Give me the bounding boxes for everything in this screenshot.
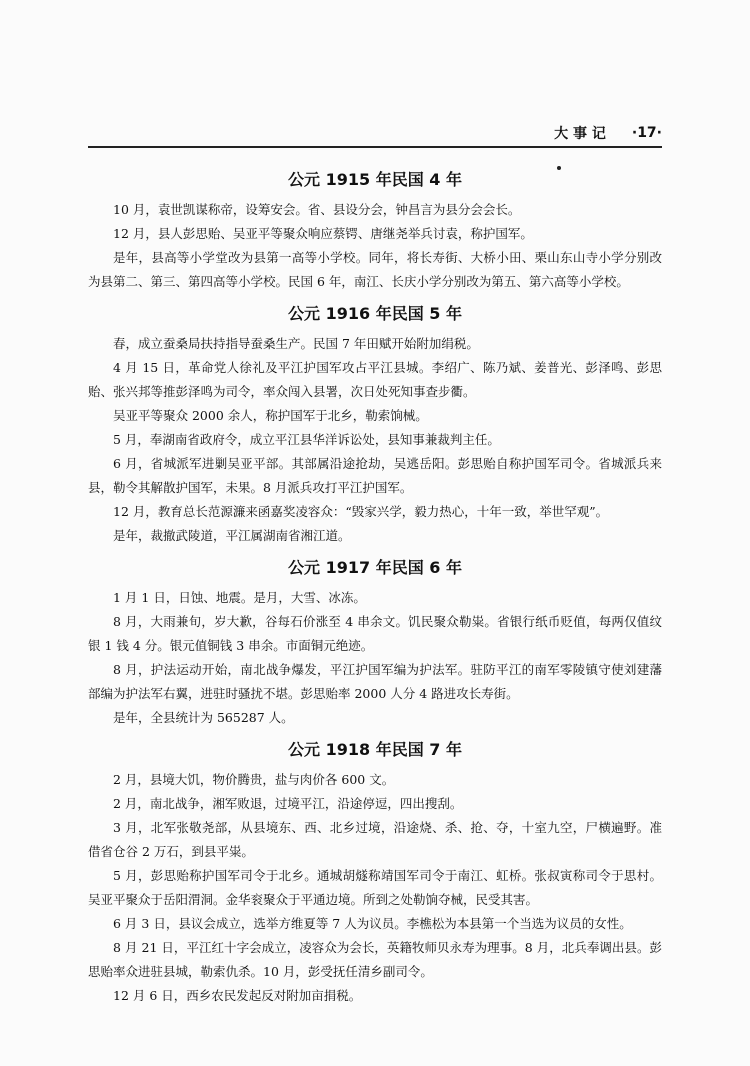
section-1917 [88, 550, 662, 730]
running-header [88, 122, 662, 144]
paragraph: 是年，全县统计为 565287 人。 [113, 710, 294, 725]
paragraph: 10 月，袁世凯谋称帝，设筹安会。省、县设分会，钟昌言为县分会会长。 [113, 202, 521, 217]
paragraph: 12 月，教育总长范源濂来函嘉奖凌容众：“毁家兴学，毅力热心，十年一致，举世罕观”。 [113, 504, 609, 519]
paragraph: 是年，县高等小学堂改为县第一高等小学校。同年，将长寿街、大桥小田、栗山东山寺小学分别改为县第二、第三、第四高等小学校。民国 6 年，南江、长庆小学分别改为第五、第六高等小学校。 [88, 250, 662, 289]
paragraph: 吴亚平等聚众 2000 余人，称护国军于北乡，勒索饷械。 [113, 408, 428, 423]
section-title: 公元 1917 年民国 6 年 [288, 558, 462, 577]
section-title: 公元 1918 年民国 7 年 [288, 740, 462, 759]
paragraph: 12 月 6 日，西乡农民发起反对附加亩捐税。 [113, 988, 362, 1003]
paragraph: 2 月，南北战争，湘军败退，过境平江，沿途停逗，四出搜刮。 [113, 796, 463, 811]
section-1918 [88, 732, 662, 1008]
header-rule [88, 146, 662, 148]
paragraph: 春，成立蚕桑局扶持指导蚕桑生产。民国 7 年田赋开始附加绢税。 [113, 336, 479, 351]
chapter-title: 大 事 记 [554, 126, 606, 142]
section-1915 [88, 162, 662, 294]
paragraph: 5 月，奉湖南省政府令，成立平江县华洋诉讼处，县知事兼裁判主任。 [113, 432, 500, 447]
page-number: ·17· [631, 125, 662, 141]
paragraph: 8 月，大雨兼旬，岁大歉，谷每石价涨至 4 串余文。饥民聚众勒粜。省银行纸币贬值，每两仅值纹银 1 钱 4 分。银元值铜钱 3 串余。市面铜元绝迹。 [88, 614, 662, 653]
paragraph: 5 月，彭思贻称护国军司令于北乡。通城胡燧称靖国军司令于南江、虹桥。张叔寅称司令于思村。吴亚平聚众于岳阳渭洞。金华衮聚众于平通边境。所到之处勒饷夺械，民受其害。 [88, 868, 662, 907]
paragraph: 8 月 21 日，平江红十字会成立，凌容众为会长，英籍牧师贝永寿为理事。8 月，北兵奉调出县。彭思贻率众进驻县城，勒索仇杀。10 月，彭受抚任清乡副司令。 [88, 940, 662, 979]
section-title: 公元 1915 年民国 4 年 [288, 170, 462, 189]
paragraph: 8 月，护法运动开始，南北战争爆发，平江护国军编为护法军。驻防平江的南军零陵镇守使刘建藩部编为护法军右翼，进驻时骚扰不堪。彭思贻率 2000 人分 4 路进攻长寿街。 [88, 662, 662, 701]
page-body [88, 162, 662, 1008]
paragraph: 是年，裁撤武陵道，平江属湖南省湘江道。 [113, 528, 351, 543]
paragraph: 12 月，县人彭思贻、吴亚平等聚众响应蔡锷、唐继尧举兵讨袁，称护国军。 [113, 226, 533, 241]
section-1916 [88, 296, 662, 548]
paragraph: 6 月 3 日，县议会成立，选举方维夏等 7 人为议员。李樵松为本县第一个当选为议员的女性。 [113, 916, 632, 931]
paragraph: 3 月，北军张敬尧部，从县境东、西、北乡过境，沿途烧、杀、抢、夺，十室九空，尸横遍野。准借省仓谷 2 万石，到县平粜。 [88, 820, 662, 859]
paragraph: 6 月，省城派军进剿吴亚平部。其部属沿途抢劫，吴逃岳阳。彭思贻自称护国军司令。省城派兵来县，勒令其解散护国军，未果。8 月派兵攻打平江护国军。 [88, 456, 662, 495]
paragraph: 2 月，县境大饥，物价腾贵，盐与肉价各 600 文。 [113, 772, 395, 787]
section-title: 公元 1916 年民国 5 年 [288, 304, 462, 323]
paragraph: 4 月 15 日，革命党人徐礼及平江护国军攻占平江县城。李绍广、陈乃斌、姜普光、彭泽鸣、彭思贻、张兴邦等推彭泽鸣为司令，率众闯入县署，次日处死知事查步衢。 [88, 360, 662, 399]
paragraph: 1 月 1 日，日蚀、地震。是月，大雪、冰冻。 [113, 590, 366, 605]
